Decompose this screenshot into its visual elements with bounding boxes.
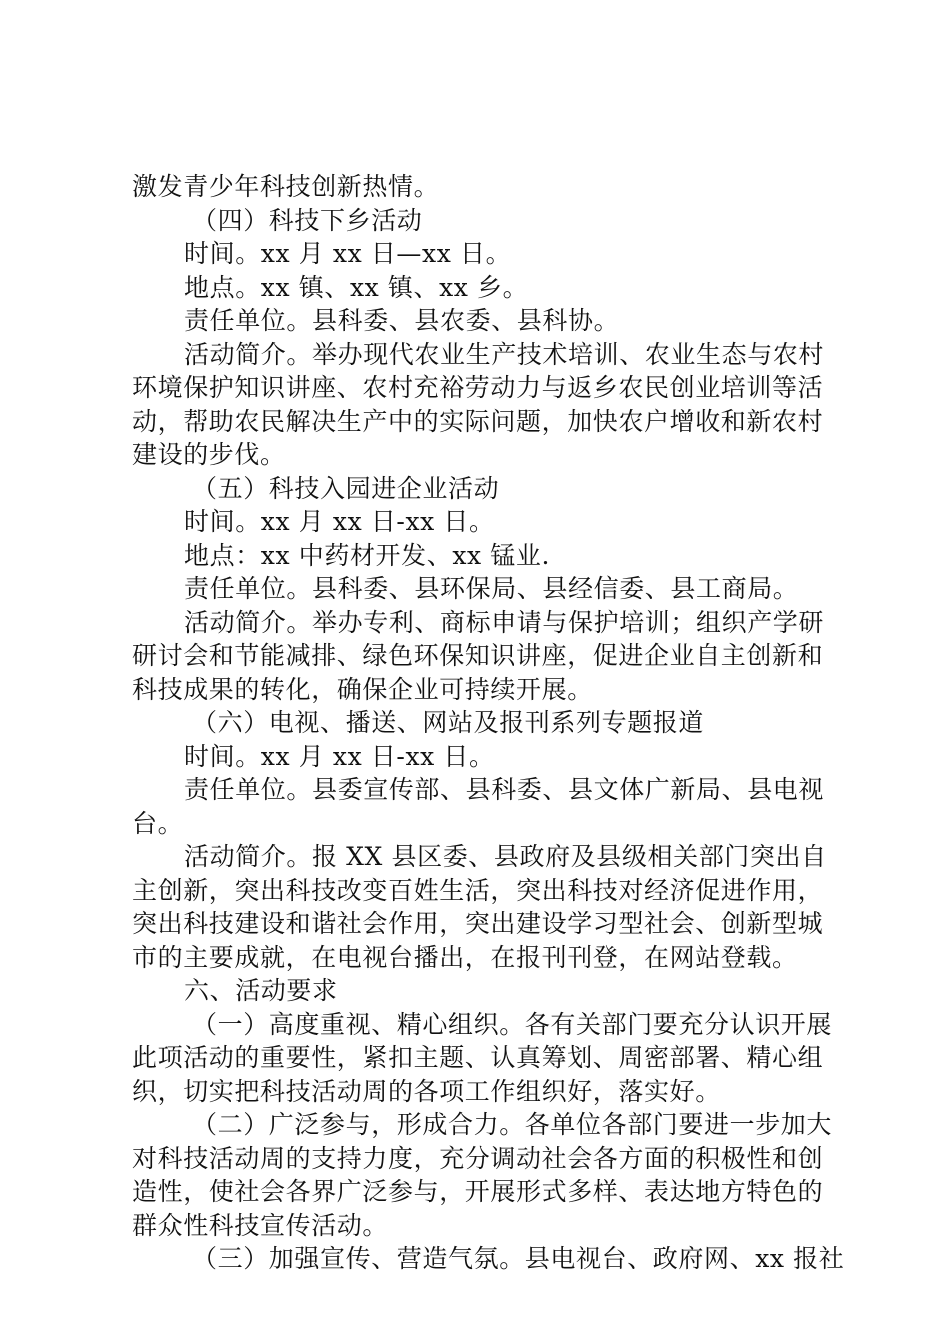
document-line: 活动简介。举办专利、商标申请与保护培训；组织产学研 — [184, 607, 825, 637]
document-line: （一）高度重视、精心组织。各有关部门要充分认识开展 — [192, 1009, 833, 1039]
document-line: 科技成果的转化，确保企业可持续开展。 — [132, 674, 593, 704]
document-line: 突出科技建设和谐社会作用，突出建设学习型社会、创新型城 — [132, 909, 824, 938]
document-line: （五）科技入园进企业活动 — [192, 473, 500, 503]
document-line: 市的主要成就，在电视台播出，在报刊刊登，在网站登载。 — [132, 942, 798, 972]
document-line: 织，切实把科技活动周的各项工作组织好，落实好。 — [132, 1076, 721, 1106]
document-line: 动，帮助农民解决生产中的实际问题，加快农户增收和新农村 — [132, 406, 824, 436]
document-line: 造性，使社会各界广泛参与，开展形式多样、表达地方特色的 — [132, 1177, 824, 1206]
document-line: 环境保护知识讲座、农村充裕劳动力与返乡农民创业培训等活 — [132, 373, 824, 402]
document-line: 活动简介。报 XX 县区委、县政府及县级相关部门突出自 — [184, 842, 827, 871]
document-line: 群众性科技宣传活动。 — [132, 1210, 389, 1240]
document-line: 建设的步伐。 — [132, 440, 286, 469]
document-line: 责任单位。县科委、县农委、县科协。 — [184, 306, 620, 335]
document-line: 责任单位。县科委、县环保局、县经信委、县工商局。 — [184, 574, 799, 603]
document-line: （二）广泛参与，形成合力。各单位各部门要进一步加大 — [192, 1110, 833, 1139]
document-line: 对科技活动周的支持力度，充分调动社会各方面的积极性和创 — [132, 1143, 824, 1173]
document-line: 地点。xx 镇、xx 镇、xx 乡。 — [184, 272, 529, 302]
document-line: 地点：xx 中药材开发、xx 锰业. — [184, 540, 551, 570]
document-line: 此项活动的重要性，紧扣主题、认真筹划、周密部署、精心组 — [132, 1043, 824, 1072]
document-line: 研讨会和节能减排、绿色环保知识讲座，促进企业自主创新和 — [132, 641, 824, 670]
document-line: 台。 — [132, 808, 184, 838]
document-line: （三）加强宣传、营造气氛。县电视台、政府网、xx 报社 — [192, 1244, 845, 1273]
document-body — [132, 170, 845, 1276]
document-line: 活动简介。举办现代农业生产技术培训、农业生态与农村 — [184, 339, 825, 369]
document-line: 时间。xx 月 xx 日-xx 日。 — [184, 507, 495, 536]
document-line: 主创新，突出科技改变百姓生活，突出科技对经济促进作用， — [132, 875, 824, 905]
document-line: 时间。xx 月 xx 日-xx 日。 — [184, 741, 495, 771]
document-line: 责任单位。县委宣传部、县科委、县文体广新局、县电视 — [184, 775, 825, 804]
document-line: 六、活动要求 — [184, 976, 338, 1005]
document-line: （六）电视、播送、网站及报刊系列专题报道 — [192, 708, 705, 737]
document-line: （四）科技下乡活动 — [192, 205, 423, 235]
document-line: 激发青少年科技创新热情。 — [132, 172, 440, 201]
document-line: 时间。xx 月 xx 日—xx 日。 — [184, 239, 512, 268]
